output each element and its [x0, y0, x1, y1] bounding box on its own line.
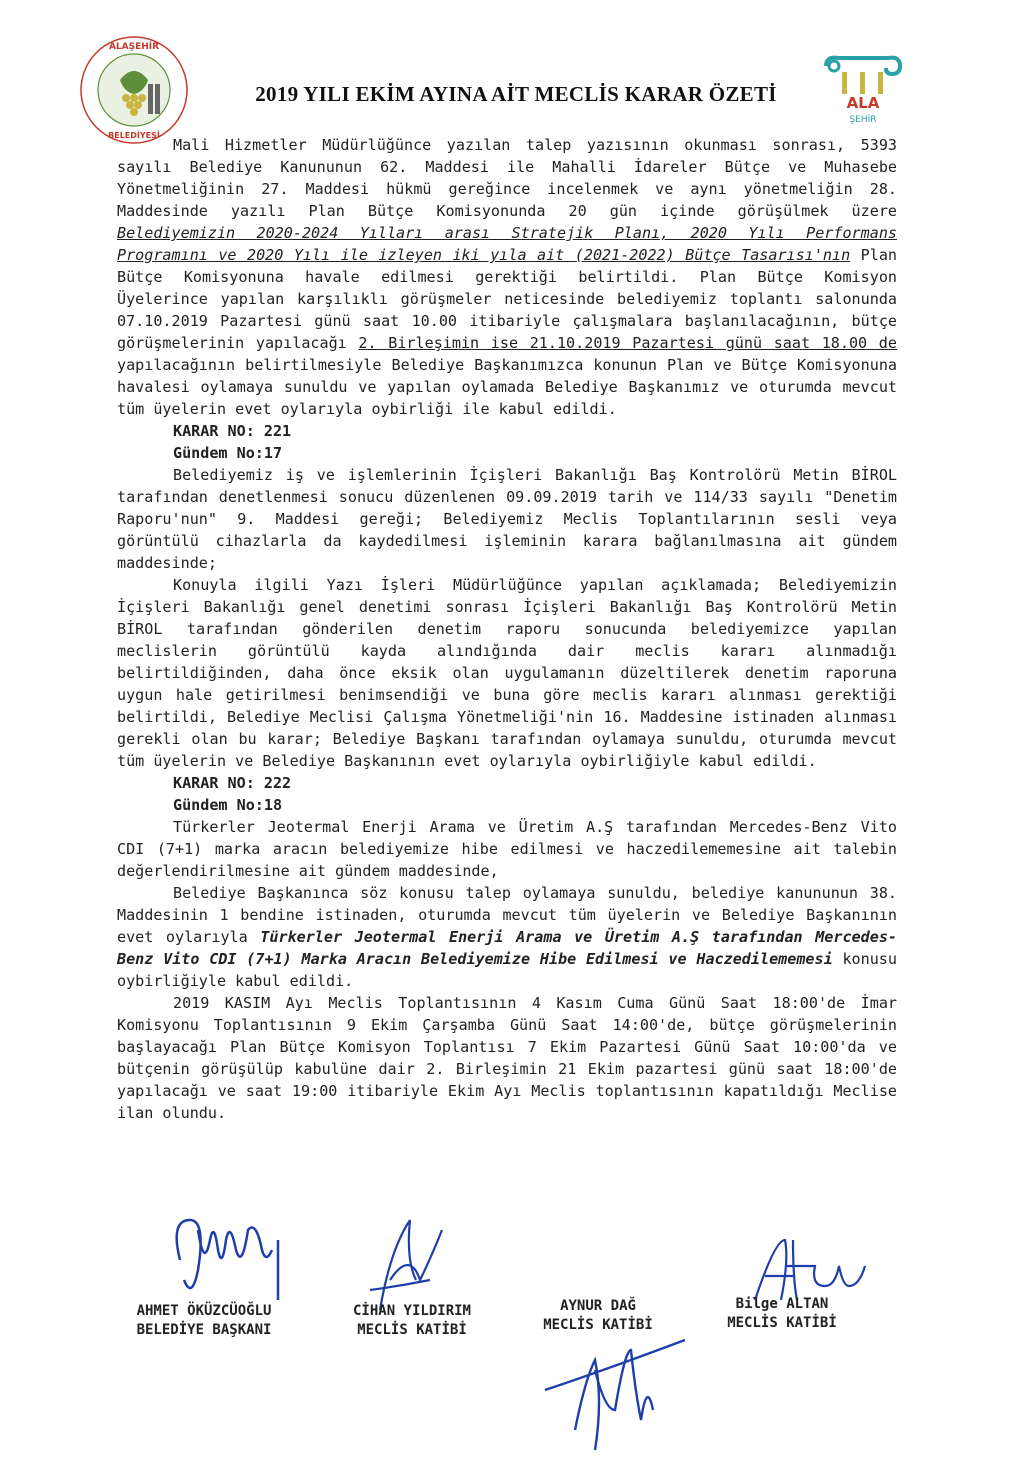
text-span: Belediye Başkanınca söz konusu talep oylamaya sunuldu, belediye kanununun 38. Maddesinin 1 bendine istinaden, oturumda mevcut tüm üyelerin ve Belediye Başkanının evet oylarıyla — [117, 884, 897, 946]
signature-scribble-1 — [160, 1200, 300, 1310]
signatory-name: AHMET ÖKÜZCÜOĞLU — [136, 1303, 272, 1319]
signature-mayor — [104, 1302, 304, 1340]
text-span: Plan Bütçe Komisyonuna havale edilmesi gerektiği belirtildi. Plan Bütçe Komisyon Üyelerince yapılan karşılıklı görüşmeler neticesinde belediyemiz toplantı salonunda 07.10.2019 Pazartesi günü saat 10.00 itibariyle çalışmalara başlanılacağının, bütçe görüşmelerinin yapılacağı — [117, 246, 897, 352]
gundem-no-18: Gündem No:18 — [173, 796, 283, 814]
signatory-role: MECLİS KATİBİ — [727, 1315, 837, 1331]
signatory-role: MECLİS KATİBİ — [357, 1322, 467, 1338]
signature-clerk-2 — [508, 1297, 688, 1335]
paragraph-donation: Türkerler Jeotermal Enerji Arama ve Üretim A.Ş tarafından Mercedes-Benz Vito CDI (7+1) marka aracın belediyemize hibe edilmesi ve haczedilememesine ait talebin değerlendirilmesine ait gündem maddesinde, — [117, 818, 897, 880]
signatory-name: AYNUR DAĞ — [560, 1298, 636, 1314]
signature-clerk-1 — [322, 1302, 502, 1340]
svg-text:BELEDİYESİ: BELEDİYESİ — [108, 131, 160, 140]
signatory-role: BELEDİYE BAŞKANI — [136, 1322, 272, 1338]
text-span: yapılacağının belirtilmesiyle Belediye Başkanımızca konunun Plan ve Bütçe Komisyonuna havalesi oylamaya sunuldu ve yapılan oylamada Belediye Başkanımız ve oturumda mevcut tüm üyelerin evet oylarıyla oybirliği ile kabul edildi. — [117, 356, 897, 418]
paragraph-announcement: 2019 KASIM Ayı Meclis Toplantısının 4 Kasım Cuma Günü Saat 18:00'de İmar Komisyonu Toplantısının 9 Ekim Çarşamba Günü Saat 14:00'de, bütçe görüşmelerinin başlayacağı Plan Bütçe Komisyon Toplantısı 7 Ekim Pazartesi Günü Saat 10:00'da ve bütçenin görüşülüp kabulüne dair 2. Birleşimin 21 Ekim pazartesi günü saat 18:00'de yapılacağı ve saat 19:00 itibariyle Ekim Ayı Meclis toplantısının kapatıldığı Meclise ilan olundu. — [117, 994, 897, 1122]
page-title: 2019 YILI EKİM AYINA AİT MECLİS KARAR ÖZETİ — [255, 82, 777, 107]
document-body — [117, 134, 897, 1124]
underlined-italic-text: Belediyemizin 2020-2024 Yılları arası Stratejik Planı, 2020 Yılı Performans Programını ve 2020 Yılı ile izleyen iki yıla ait (2021-2022) Bütçe Tasarısı'nın — [117, 224, 897, 264]
paragraph-audit-report: Belediyemiz iş ve işlemlerinin İçişleri Bakanlığı Baş Kontrolörü Metin BİROL tarafından denetlenmesi sonucu düzenlenen 09.09.2019 tarih ve 114/33 sayılı "Denetim Raporu'nun" 9. Maddesi gereği; Belediyemiz Meclis Toplantılarının sesli veya görüntülü cihazlarla da kaydedilmesi işleminin karara bağlanılmasına ait gündem maddesinde; — [117, 466, 897, 572]
signature-block — [0, 1200, 1032, 1460]
underlined-text: 2. Birleşimin ise 21.10.2019 Pazartesi günü saat 18.00 de — [358, 334, 897, 352]
signatory-name: Bilge ALTAN — [735, 1296, 829, 1312]
karar-no-222: KARAR NO: 222 — [173, 774, 292, 792]
paragraph-vote — [117, 882, 897, 992]
paragraph-budget — [117, 134, 897, 420]
alasehir-brand-logo — [820, 52, 906, 128]
bold-italic-text: Türkerler Jeotermal Enerji Arama ve Üretim A.Ş tarafından Mercedes-Benz Vito CDI (7+1) Marka Aracın Belediyemize Hibe Edilmesi ve Haczedilememesi — [117, 928, 897, 968]
svg-text:ALA: ALA — [846, 94, 880, 112]
paragraph-explanation: Konuyla ilgili Yazı İşleri Müdürlüğünce yapılan açıklamada; Belediyemizin İçişleri Bakanlığı genel denetimi sonrası İçişleri Bakanlığı Baş Kontrolörü Metin BİROL tarafından gönderilen denetim raporu sonucunda belediyemizce yapılan meclislerin görüntülü kayda alındığında dair meclis kararı alınmadığı belirtildiğinden, daha önce eksik olan uygulamanın düzeltilerek denetim raporuna uygun hale getirilmesi benimsendiği ve buna göre meclis kararı alınması gerektiği belirtildi, Belediye Meclisi Çalışma Yönetmeliği'nin 16. Maddesine istinaden alınması gerekli olan bu karar; Belediye Başkanı tarafından oylamaya sunuldu, oturumda mevcut tüm üyelerin ve Belediye Başkanının evet oylarıyla oybirliğiyle kabul edildi. — [117, 576, 897, 770]
signatory-role: MECLİS KATİBİ — [543, 1317, 653, 1333]
signatory-name: CİHAN YILDIRIM — [352, 1303, 471, 1319]
karar-no-221: KARAR NO: 221 — [173, 422, 292, 440]
svg-text:ALAŞEHİR: ALAŞEHİR — [108, 42, 160, 52]
svg-text:ŞEHİR: ŞEHİR — [849, 115, 877, 125]
text-span: konusu oybirliğiyle kabul edildi. — [117, 950, 897, 990]
text-span: Mali Hizmetler Müdürlüğünce yazılan talep yazısının okunması sonrası, 5393 sayılı Belediye Kanununun 62. Maddesi ile Mahalli İdareler Bütçe ve Muhasebe Yönetmeliğinin 27. Maddesi hükmü gereğince incelenmek ve aynı yönetmeliğin 28. Maddesinde yazılı Plan Bütçe Komisyonunda 20 gün içinde görüşülmek üzere — [117, 136, 897, 220]
gundem-no-17: Gündem No:17 — [173, 444, 283, 462]
signature-clerk-3 — [692, 1295, 872, 1333]
